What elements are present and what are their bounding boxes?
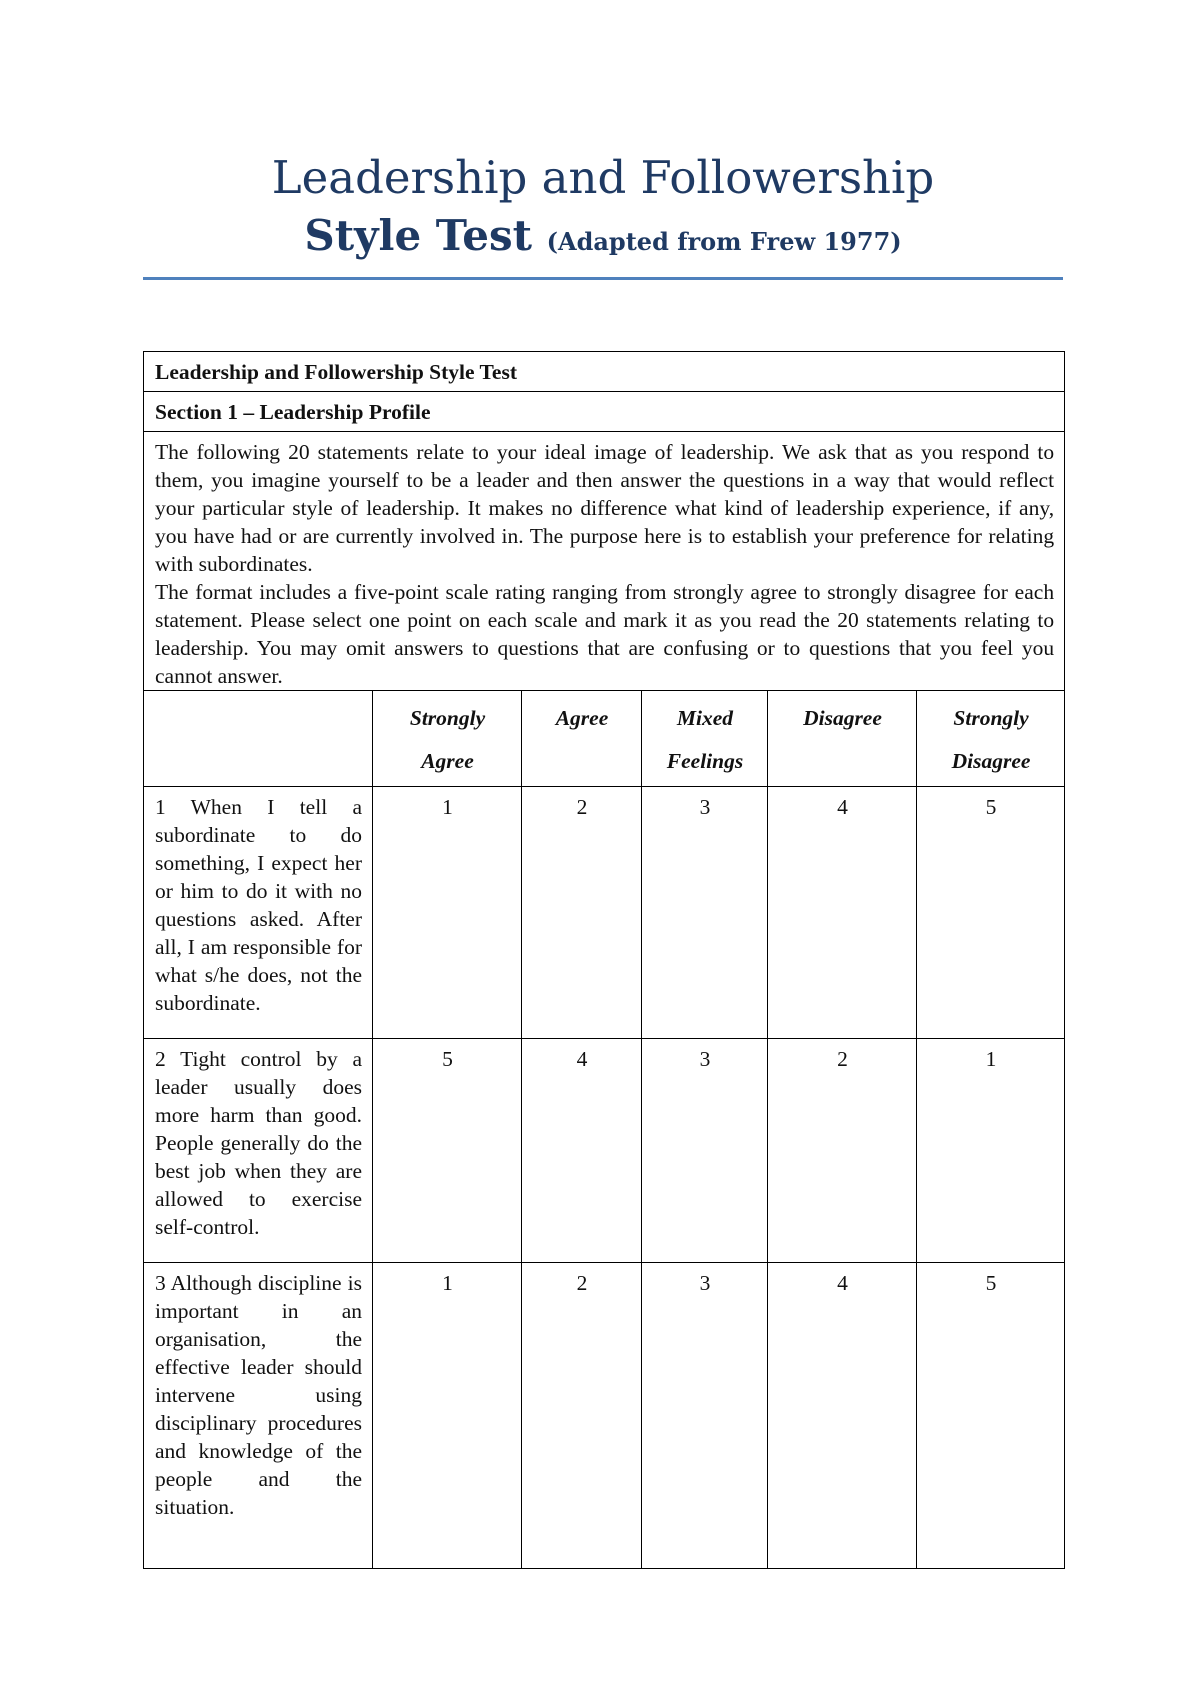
section-row xyxy=(144,392,1065,432)
score-value: 1 xyxy=(985,1047,997,1071)
table-heading-row xyxy=(144,352,1065,392)
score-option[interactable] xyxy=(373,787,522,1039)
score-option[interactable] xyxy=(373,1039,522,1263)
column-header-line: Agree xyxy=(421,749,474,773)
statement-text: 1 When I tell a subordinate to do something, I expect her or him to do it with no questions asked. After all, I am responsible for what s/he does, not the subordinate. xyxy=(144,787,373,1039)
score-option[interactable] xyxy=(768,1263,917,1569)
column-header-line: Agree xyxy=(555,706,609,730)
score-value: 4 xyxy=(576,1047,588,1071)
column-header-line: Feelings xyxy=(666,749,744,773)
score-option[interactable] xyxy=(917,1039,1065,1263)
column-header-line: Strongly xyxy=(409,706,486,730)
statement-row xyxy=(144,1263,1065,1569)
column-header-line: Disagree xyxy=(951,749,1031,773)
score-value: 4 xyxy=(837,1271,848,1295)
document-title-block xyxy=(143,150,1063,272)
intro-row xyxy=(144,432,1065,691)
score-value: 2 xyxy=(576,1271,588,1295)
score-option[interactable] xyxy=(522,1263,642,1569)
score-value: 2 xyxy=(576,795,588,819)
score-option[interactable] xyxy=(768,787,917,1039)
intro-paragraph: The following 20 statements relate to your ideal image of leadership. We ask that as you respond to them, you imagine yourself to be a leader and then answer the questions in a way that would reflect your particular style of leadership. It makes no difference what kind of leadership experience, if any, you have had or are currently involved in. The purpose here is to establish your preference for relating with subordinates. xyxy=(155,440,1055,576)
score-option[interactable] xyxy=(917,787,1065,1039)
column-header-line: Disagree xyxy=(803,706,882,730)
column-header-row xyxy=(144,691,1065,787)
score-value: 1 xyxy=(442,1271,453,1295)
document-subtitle: (Adapted from Frew 1977) xyxy=(546,227,902,256)
column-header-disagree xyxy=(768,691,917,787)
score-option[interactable] xyxy=(642,787,768,1039)
survey-table xyxy=(143,351,1065,1569)
score-option[interactable] xyxy=(917,1263,1065,1569)
document-title: Leadership and Followership xyxy=(271,151,935,204)
table-heading: Leadership and Followership Style Test xyxy=(144,352,1065,392)
score-value: 3 xyxy=(699,795,711,819)
score-option[interactable] xyxy=(522,787,642,1039)
column-header-line: Mixed xyxy=(676,706,734,730)
score-value: 2 xyxy=(837,1047,848,1071)
statement-text: 2 Tight control by a leader usually does more harm than good. People generally do the best job when they are allowed to exercise self-control. xyxy=(144,1039,373,1263)
score-value: 5 xyxy=(442,1047,453,1071)
column-header-strongly-agree xyxy=(373,691,522,787)
score-option[interactable] xyxy=(768,1039,917,1263)
score-option[interactable] xyxy=(642,1039,768,1263)
document-title-line2 xyxy=(143,206,1063,272)
score-value: 5 xyxy=(985,795,997,819)
statement-text: 3 Although discipline is important in an organisation, the effective leader should intervene using disciplinary procedures and knowledge of the people and the situation. xyxy=(144,1263,373,1569)
column-header-line: Strongly xyxy=(953,706,1029,730)
title-divider xyxy=(143,277,1063,280)
score-option[interactable] xyxy=(373,1263,522,1569)
score-value: 3 xyxy=(699,1047,711,1071)
intro-cell xyxy=(144,432,1065,691)
column-header-strongly-disagree xyxy=(917,691,1065,787)
score-value: 1 xyxy=(442,795,453,819)
column-header-agree xyxy=(522,691,642,787)
score-value: 3 xyxy=(699,1271,711,1295)
statement-row xyxy=(144,1039,1065,1263)
score-option[interactable] xyxy=(522,1039,642,1263)
score-value: 5 xyxy=(985,1271,997,1295)
section-title: Section 1 – Leadership Profile xyxy=(144,392,1065,432)
column-header-mixed-feelings xyxy=(642,691,768,787)
document-title-main: Style Test xyxy=(304,211,532,260)
statement-row xyxy=(144,787,1065,1039)
empty-header-cell xyxy=(144,691,373,787)
score-option[interactable] xyxy=(642,1263,768,1569)
score-value: 4 xyxy=(837,795,848,819)
intro-paragraph: The format includes a five-point scale rating ranging from strongly agree to strongly disagree for each statement. Please select one point on each scale and mark it as you read the 20 statements relating to leadership. You may omit answers to questions that are confusing or to questions that you feel you cannot answer. xyxy=(155,580,1055,688)
